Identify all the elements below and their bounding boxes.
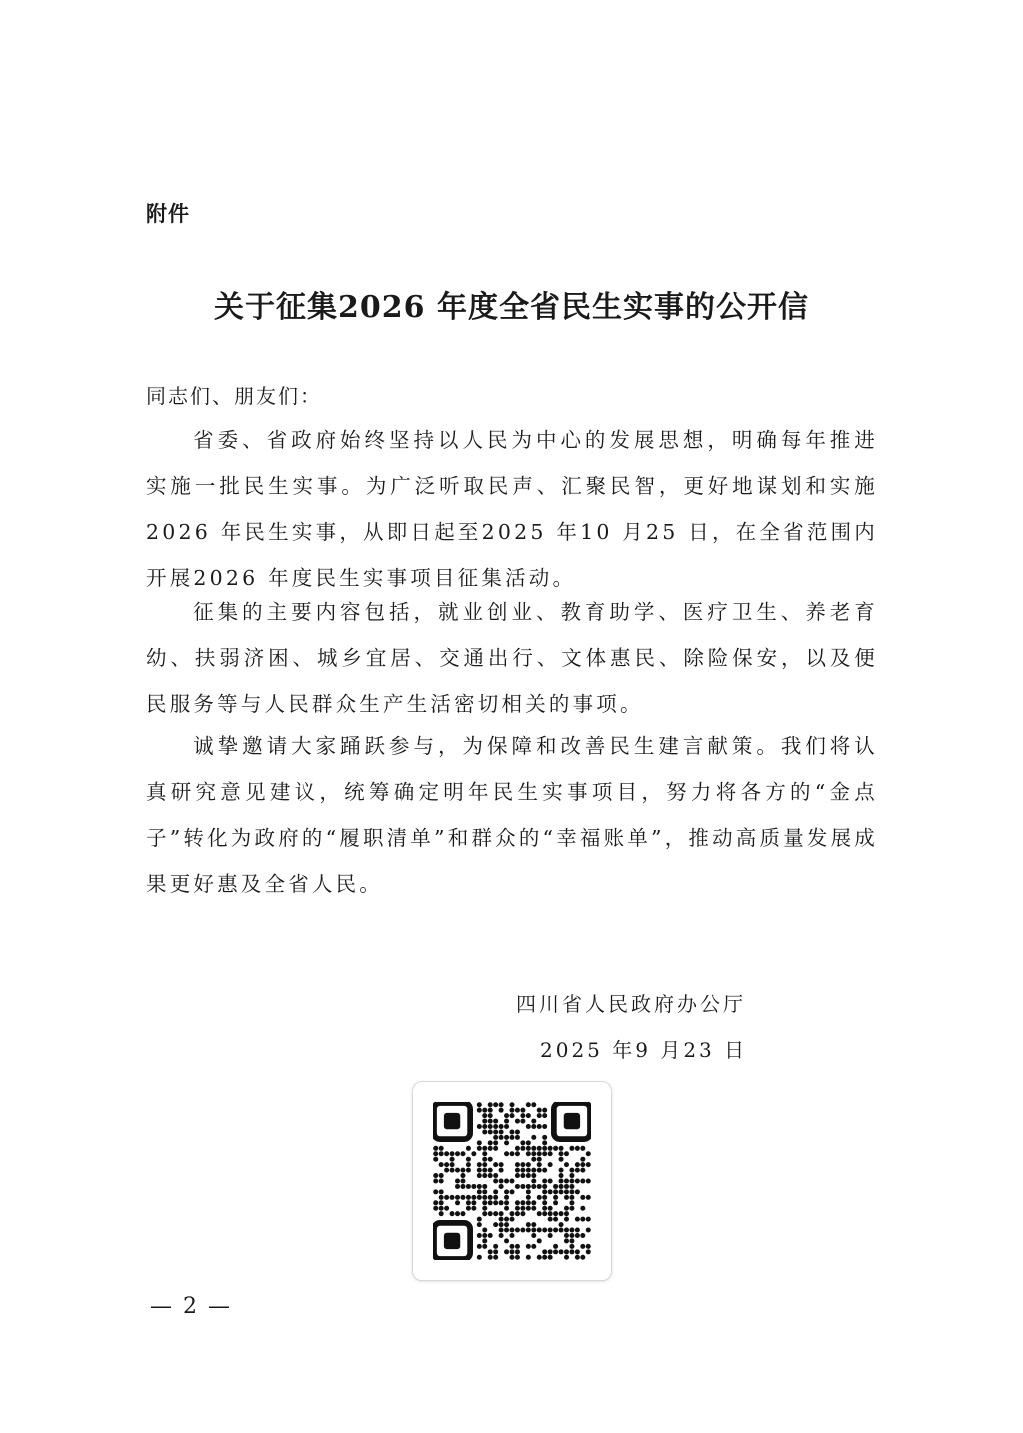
- qr-code-card[interactable]: [412, 1081, 612, 1281]
- body-paragraph-scope: 征集的主要内容包括，就业创业、教育助学、医疗卫生、养老育幼、扶弱济困、城乡宜居、交通出行、文体惠民、除险保安，以及便民服务等与人民群众生产生活密切相关的事项。: [146, 600, 878, 716]
- body-paragraph-intro: 省委、省政府始终坚持以人民为中心的发展思想，明确每年推进实施一批民生实事。为广泛听取民声、汇聚民智，更好地谋划和实施2026 年民生实事，从即日起至2025 年10 月25 日，在全省范围内开展2026 年度民生实事项目征集活动。: [146, 428, 878, 590]
- attachment-label: 附件: [146, 202, 190, 226]
- salutation: 同志们、朋友们：: [146, 384, 322, 408]
- page-number: — 2 —: [150, 1294, 232, 1319]
- signature-organization: 四川省人民政府办公厅: [516, 992, 746, 1016]
- qr-code-icon[interactable]: [433, 1102, 591, 1260]
- page-title: 关于征集2026 年度全省民生实事的公开信: [214, 290, 809, 325]
- body-paragraph-invitation: 诚挚邀请大家踊跃参与，为保障和改善民生建言献策。我们将认真研究意见建议，统筹确定明年民生实事项目，努力将各方的“金点子”转化为政府的“履职清单”和群众的“幸福账单”，推动高质量发展成果更好惠及全省人民。: [146, 734, 878, 896]
- signature-date: 2025 年9 月23 日: [540, 1038, 748, 1062]
